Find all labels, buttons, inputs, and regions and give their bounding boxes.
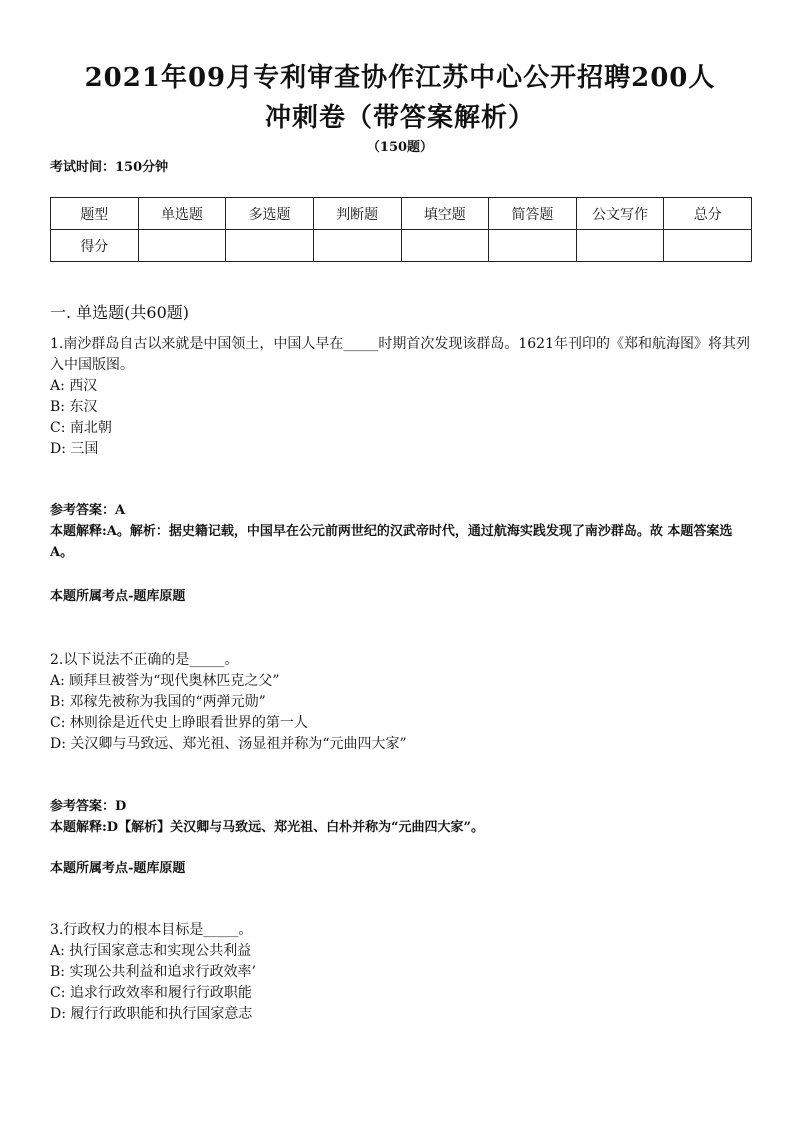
question-stem: 3.行政权力的根本目标是_____。 xyxy=(50,922,253,938)
title-line-1: 2021年09月专利审查协作江苏中心公开招聘200人 xyxy=(84,63,716,93)
answer-explanation: 本题解释:D【解析】关汉卿与马致远、郑光祖、白朴并称为“元曲四大家”。 xyxy=(50,820,485,835)
score-row-label: 得分 xyxy=(51,230,139,262)
option-c: C: 追求行政效率和履行行政职能 xyxy=(50,985,252,1001)
answer-2 xyxy=(50,796,755,838)
option-a: A: 顾拜旦被誉为“现代奥林匹克之父” xyxy=(50,673,280,689)
option-d: D: 关汉卿与马致远、郑光祖、汤显祖并称为“元曲四大家” xyxy=(50,736,407,752)
title-line-2: 冲刺卷（带答案解析） xyxy=(264,103,535,133)
option-a: A: 执行国家意志和实现公共利益 xyxy=(50,943,252,959)
question-stem: 1.南沙群岛自古以来就是中国领土，中国人早在_____时期首次发现该群岛。1621年刊印的《郑和航海图》将其列入中国版图。 xyxy=(50,336,750,373)
header-cell: 判断题 xyxy=(313,198,401,230)
score-cell xyxy=(664,230,752,262)
score-cell xyxy=(226,230,314,262)
header-cell: 简答题 xyxy=(489,198,577,230)
header-cell: 单选题 xyxy=(138,198,226,230)
option-b: B: 邓稼先被称为我国的“两弹元勋” xyxy=(50,694,266,710)
score-cell xyxy=(401,230,489,262)
header-cell: 多选题 xyxy=(226,198,314,230)
section-heading: 一. 单选题(共60题) xyxy=(50,303,190,322)
score-cell xyxy=(576,230,664,262)
topic-tag: 本题所属考点-题库原题 xyxy=(50,861,186,876)
answer-1 xyxy=(50,500,755,563)
score-cell xyxy=(313,230,401,262)
exam-time: 考试时间：150分钟 xyxy=(50,160,169,175)
question-3 xyxy=(50,920,755,1025)
option-d: D: 三国 xyxy=(50,441,99,457)
answer-key: 参考答案：D xyxy=(50,799,127,814)
answer-explanation: 本题解释:A。解析：据史籍记载，中国早在公元前两世纪的汉武帝时代，通过航海实践发现了南沙群岛。故 本题答案选A。 xyxy=(50,524,733,560)
score-table xyxy=(50,197,752,262)
score-table-header-row xyxy=(51,198,752,230)
document-title xyxy=(30,58,770,138)
header-cell: 公文写作 xyxy=(576,198,664,230)
header-cell: 总分 xyxy=(664,198,752,230)
header-cell: 填空题 xyxy=(401,198,489,230)
option-b: B: 实现公共利益和追求行政效率’ xyxy=(50,964,256,980)
option-c: C: 林则徐是近代史上睁眼看世界的第一人 xyxy=(50,715,308,731)
score-table-score-row xyxy=(51,230,752,262)
question-stem: 2.以下说法不正确的是_____。 xyxy=(50,652,239,668)
option-b: B: 东汉 xyxy=(50,399,98,415)
answer-key: 参考答案：A xyxy=(50,503,126,518)
topic-tag: 本题所属考点-题库原题 xyxy=(50,589,186,604)
option-c: C: 南北朝 xyxy=(50,420,112,436)
question-1 xyxy=(50,334,755,460)
score-cell xyxy=(489,230,577,262)
question-2 xyxy=(50,650,755,755)
question-count: （150题） xyxy=(366,140,434,155)
option-a: A: 西汉 xyxy=(50,378,98,394)
score-cell xyxy=(138,230,226,262)
header-cell: 题型 xyxy=(51,198,139,230)
option-d: D: 履行行政职能和执行国家意志 xyxy=(50,1006,253,1022)
